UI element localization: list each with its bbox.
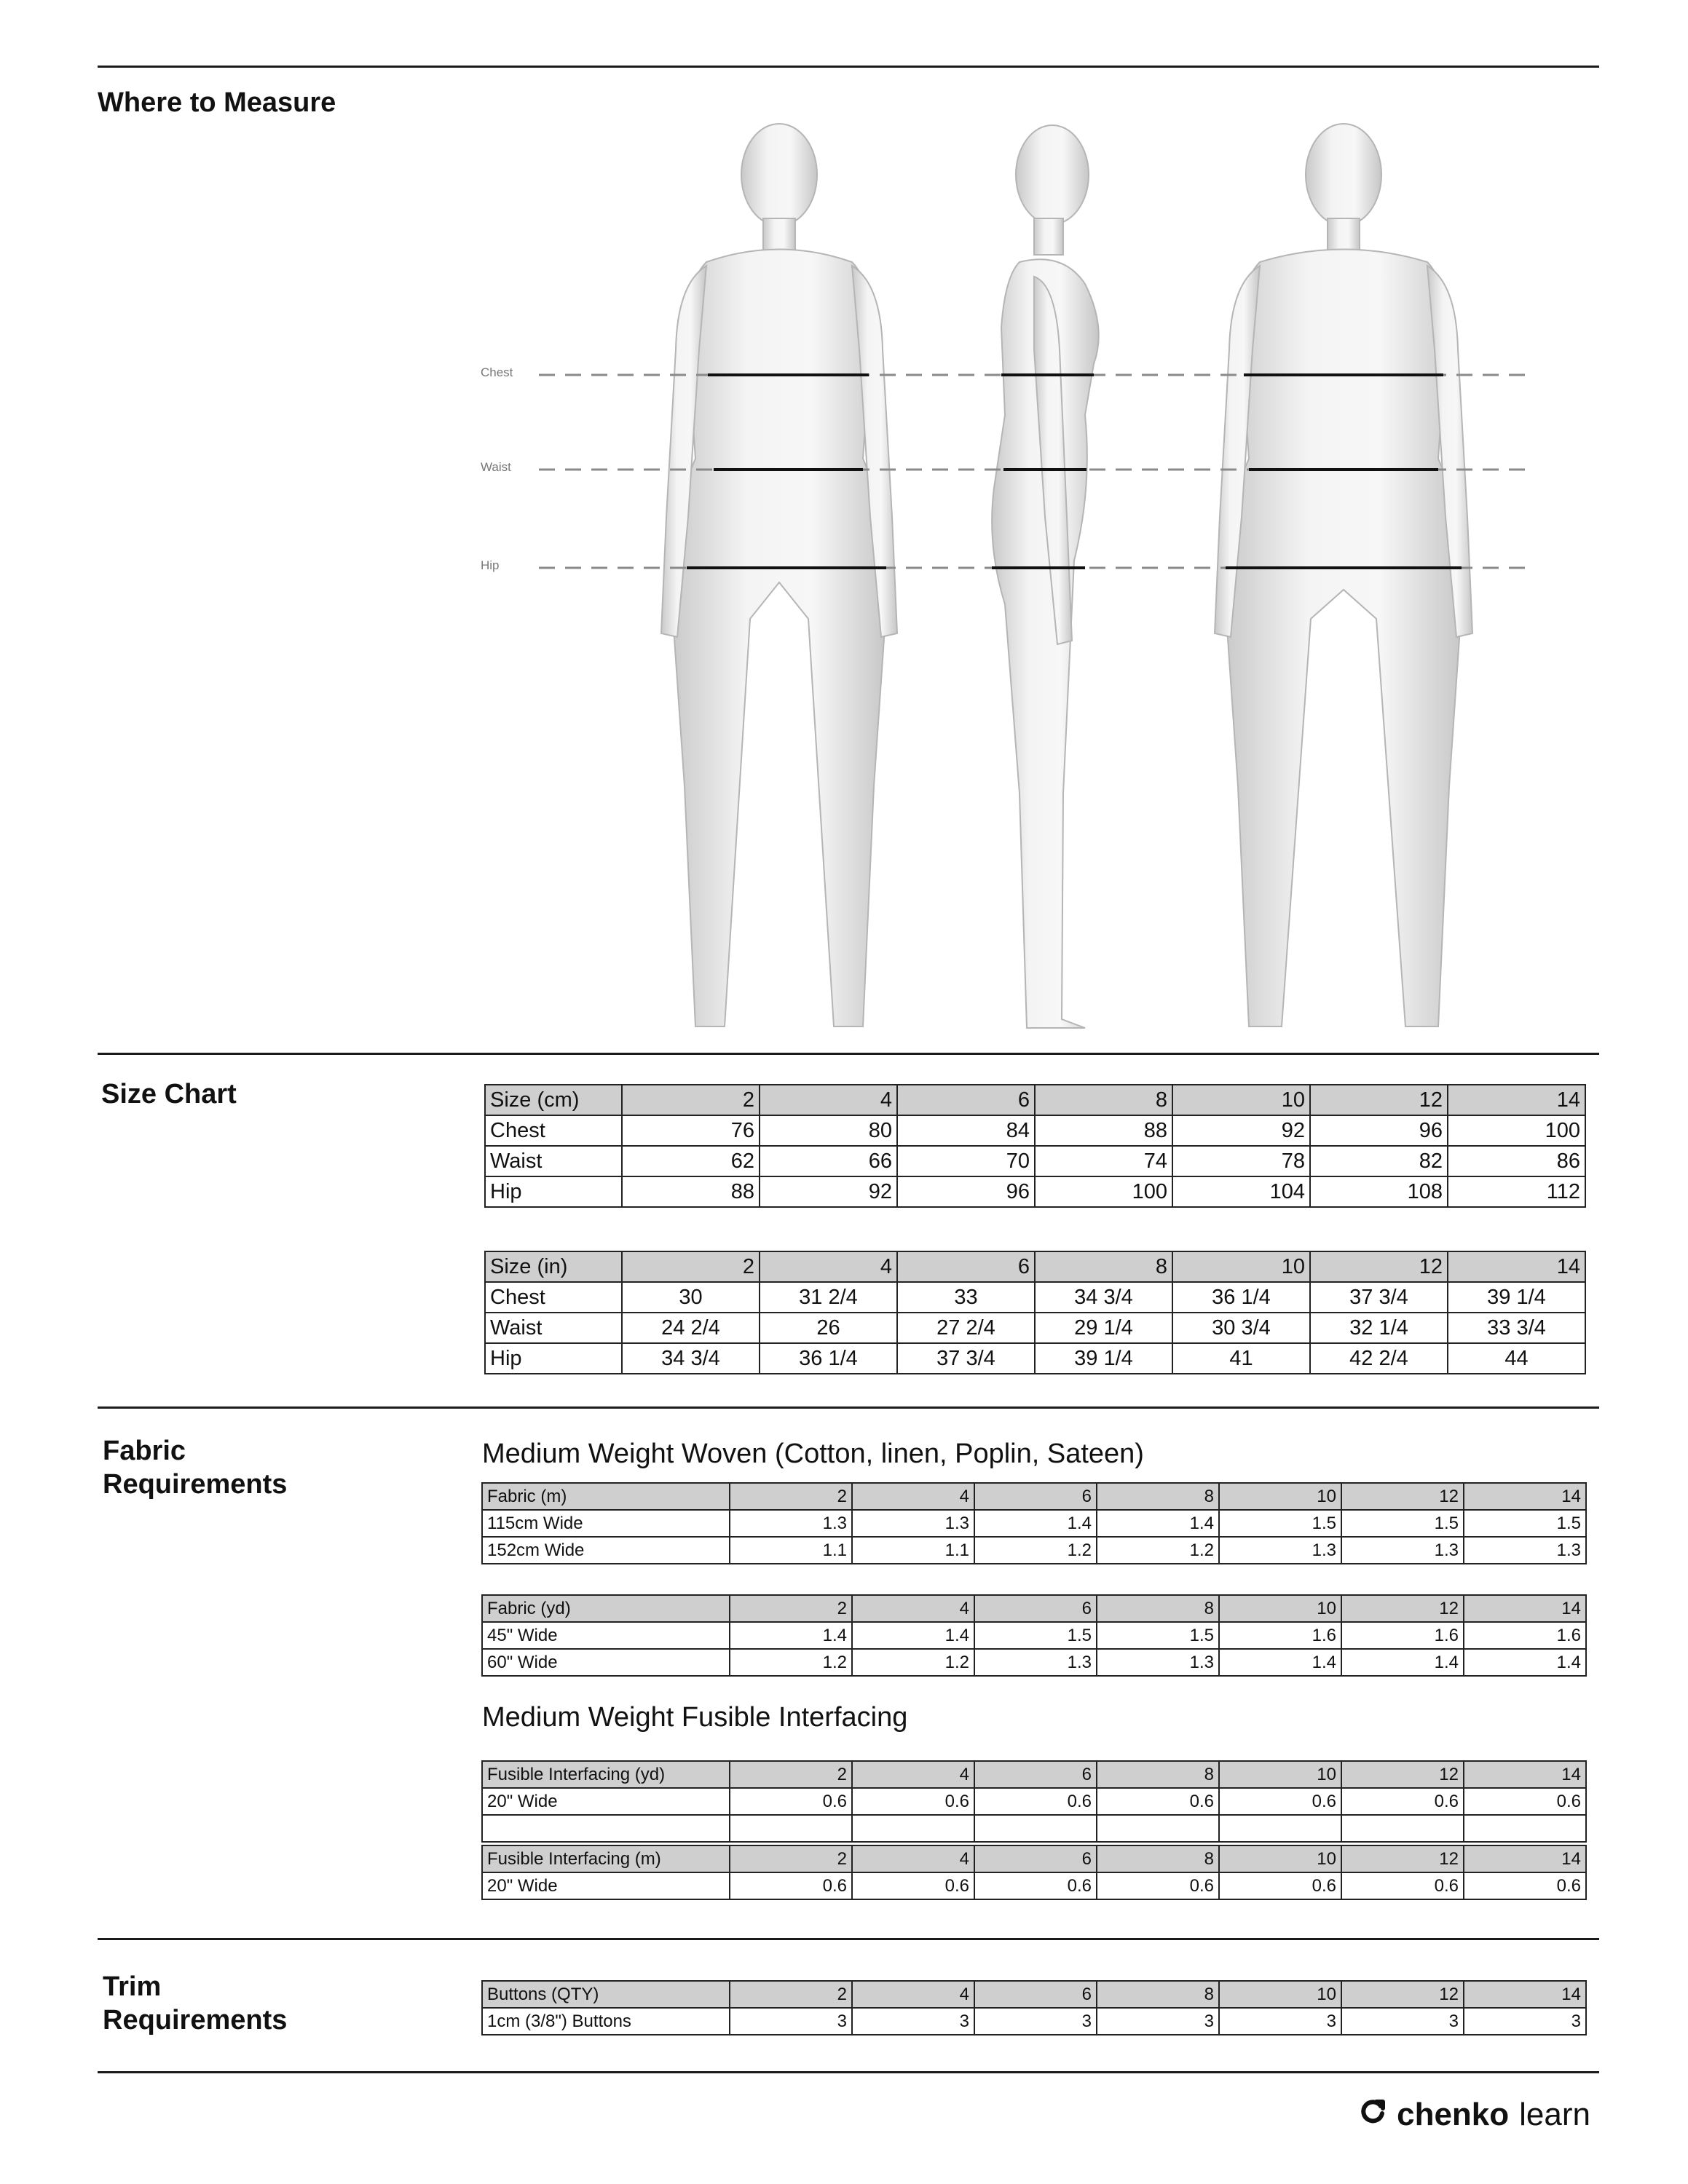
table-header-size: 12: [1341, 1761, 1464, 1788]
table-row: [482, 1537, 1586, 1564]
table-cell: 112: [1448, 1176, 1585, 1207]
table-cell: 3: [1097, 2008, 1219, 2035]
table-row: [485, 1146, 1585, 1176]
table-cell: 92: [1172, 1115, 1310, 1146]
table-cell: 34 3/4: [622, 1343, 760, 1374]
table-cell: 0.6: [1341, 1788, 1464, 1815]
brand-suffix: learn: [1519, 2097, 1590, 2132]
table-cell: 0.6: [974, 1788, 1097, 1815]
table-cell: 0.6: [974, 1872, 1097, 1899]
table-header-size: 14: [1464, 1483, 1586, 1510]
table-header-row: [485, 1085, 1585, 1115]
table-cell: 80: [760, 1115, 897, 1146]
table-header-size: 8: [1097, 1595, 1219, 1622]
table-cell: 26: [760, 1313, 897, 1343]
table-cell: 1.1: [852, 1537, 974, 1564]
table-cell: 1.6: [1219, 1622, 1341, 1649]
front-figure: [661, 124, 897, 1026]
table-cell: 41: [1172, 1343, 1310, 1374]
table-cell: 96: [897, 1176, 1035, 1207]
table-cell: 37 3/4: [1310, 1282, 1448, 1313]
table-header-size: 8: [1035, 1085, 1172, 1115]
table-row-label: 60" Wide: [482, 1649, 730, 1676]
table-cell: 3: [1341, 2008, 1464, 2035]
table-header-size: 10: [1219, 1483, 1341, 1510]
table-header-size: 10: [1219, 1761, 1341, 1788]
fabric-title-line1: Fabric: [103, 1436, 186, 1466]
table-header-size: 10: [1172, 1085, 1310, 1115]
table-cell: 1.5: [1097, 1622, 1219, 1649]
table-cell: 1.4: [1219, 1649, 1341, 1676]
back-figure: [1215, 124, 1472, 1026]
chest-label: Chest: [481, 365, 513, 379]
refresh-loop-icon: [1359, 2097, 1387, 2133]
table-row-label: Chest: [485, 1115, 622, 1146]
table-cell: 31 2/4: [760, 1282, 897, 1313]
rule-size-chart: [98, 1053, 1599, 1055]
size-chart-title: Size Chart: [101, 1079, 237, 1109]
top-rule: [98, 66, 1599, 68]
table-cell: 24 2/4: [622, 1313, 760, 1343]
fusible-yd-table: [481, 1760, 1587, 1843]
table-cell: 37 3/4: [897, 1343, 1035, 1374]
table-header-size: 10: [1219, 1595, 1341, 1622]
table-cell: 1.3: [1097, 1649, 1219, 1676]
table-header-size: 12: [1341, 1483, 1464, 1510]
table-row: [485, 1343, 1585, 1374]
table-cell: 100: [1448, 1115, 1585, 1146]
table-cell: 39 1/4: [1035, 1343, 1172, 1374]
table-header-size: 2: [622, 1251, 760, 1282]
trim-title-line1: Trim: [103, 1971, 162, 2002]
table-row-label: 20" Wide: [482, 1872, 730, 1899]
table-header-size: 4: [760, 1085, 897, 1115]
fabric-m-table: [481, 1482, 1587, 1564]
blank-row: [482, 1815, 1586, 1842]
table-cell: 1.3: [1341, 1537, 1464, 1564]
table-header-row: [482, 1981, 1586, 2008]
waist-label: Waist: [481, 460, 511, 474]
table-header-size: 14: [1448, 1085, 1585, 1115]
table-cell: 84: [897, 1115, 1035, 1146]
fabric-title-line2: Requirements: [103, 1469, 288, 1500]
table-row-label: Waist: [485, 1146, 622, 1176]
table-cell: 42 2/4: [1310, 1343, 1448, 1374]
table-header-size: 4: [852, 1845, 974, 1872]
table-row: [485, 1282, 1585, 1313]
blank-cell: [1464, 1815, 1586, 1842]
table-cell: 1.5: [1341, 1510, 1464, 1537]
table-cell: 3: [1219, 2008, 1341, 2035]
table-cell: 70: [897, 1146, 1035, 1176]
table-cell: 88: [622, 1176, 760, 1207]
table-cell: 29 1/4: [1035, 1313, 1172, 1343]
table-cell: 36 1/4: [1172, 1282, 1310, 1313]
table-cell: 44: [1448, 1343, 1585, 1374]
table-row-label: 1cm (3/8") Buttons: [482, 2008, 730, 2035]
table-row: [482, 1510, 1586, 1537]
table-cell: 0.6: [852, 1872, 974, 1899]
table-cell: 1.3: [852, 1510, 974, 1537]
table-header-size: 4: [852, 1483, 974, 1510]
table-header-label: Fabric (m): [482, 1483, 730, 1510]
trim-requirements-title: [103, 1970, 287, 2037]
table-cell: 92: [760, 1176, 897, 1207]
table-cell: 76: [622, 1115, 760, 1146]
table-cell: 62: [622, 1146, 760, 1176]
table-header-size: 6: [974, 1483, 1097, 1510]
table-cell: 1.5: [1219, 1510, 1341, 1537]
table-row: [482, 1872, 1586, 1899]
table-header-row: [485, 1251, 1585, 1282]
table-cell: 3: [730, 2008, 852, 2035]
table-header-label: Size (in): [485, 1251, 622, 1282]
table-cell: 1.4: [974, 1510, 1097, 1537]
table-row: [482, 1788, 1586, 1815]
table-header-label: Fusible Interfacing (m): [482, 1845, 730, 1872]
table-cell: 1.4: [1341, 1649, 1464, 1676]
table-cell: 1.4: [852, 1622, 974, 1649]
table-header-size: 2: [730, 1845, 852, 1872]
table-cell: 1.3: [974, 1649, 1097, 1676]
table-header-row: [482, 1761, 1586, 1788]
table-header-size: 8: [1097, 1845, 1219, 1872]
table-header-size: 6: [974, 1845, 1097, 1872]
table-cell: 0.6: [852, 1788, 974, 1815]
table-header-size: 8: [1097, 1981, 1219, 2008]
table-cell: 1.3: [1464, 1537, 1586, 1564]
table-row-label: 20" Wide: [482, 1788, 730, 1815]
table-cell: 3: [852, 2008, 974, 2035]
interfacing-heading: Medium Weight Fusible Interfacing: [482, 1702, 908, 1733]
table-row: [482, 1622, 1586, 1649]
table-cell: 30: [622, 1282, 760, 1313]
table-header-size: 6: [897, 1085, 1035, 1115]
side-figure: [992, 125, 1099, 1028]
table-cell: 1.1: [730, 1537, 852, 1564]
blank-cell: [1341, 1815, 1464, 1842]
table-header-size: 2: [622, 1085, 760, 1115]
table-cell: 1.4: [730, 1622, 852, 1649]
table-cell: 33 3/4: [1448, 1313, 1585, 1343]
table-header-size: 4: [760, 1251, 897, 1282]
table-header-size: 14: [1464, 1595, 1586, 1622]
table-header-row: [482, 1595, 1586, 1622]
size-chart-in-table: [484, 1251, 1586, 1374]
table-cell: 100: [1035, 1176, 1172, 1207]
table-cell: 1.2: [1097, 1537, 1219, 1564]
table-header-row: [482, 1845, 1586, 1872]
table-cell: 1.2: [852, 1649, 974, 1676]
blank-cell: [1097, 1815, 1219, 1842]
table-header-label: Size (cm): [485, 1085, 622, 1115]
table-header-size: 2: [730, 1595, 852, 1622]
table-cell: 74: [1035, 1146, 1172, 1176]
where-to-measure-title: Where to Measure: [98, 87, 336, 118]
table-cell: 0.6: [1464, 1788, 1586, 1815]
table-header-size: 2: [730, 1981, 852, 2008]
table-header-label: Buttons (QTY): [482, 1981, 730, 2008]
size-chart-cm-table: [484, 1084, 1586, 1208]
table-cell: 1.5: [1464, 1510, 1586, 1537]
table-row: [485, 1313, 1585, 1343]
table-cell: 3: [1464, 2008, 1586, 2035]
table-cell: 66: [760, 1146, 897, 1176]
table-header-size: 12: [1310, 1251, 1448, 1282]
table-row-label: 115cm Wide: [482, 1510, 730, 1537]
blank-cell: [482, 1815, 730, 1842]
table-header-size: 12: [1341, 1845, 1464, 1872]
table-cell: 1.4: [1097, 1510, 1219, 1537]
fabric-yd-table: [481, 1594, 1587, 1677]
table-row-label: 152cm Wide: [482, 1537, 730, 1564]
table-header-size: 12: [1310, 1085, 1448, 1115]
table-header-size: 4: [852, 1595, 974, 1622]
trim-title-line2: Requirements: [103, 2005, 288, 2035]
table-cell: 0.6: [1341, 1872, 1464, 1899]
brand-logo: [1359, 2097, 1590, 2133]
table-cell: 32 1/4: [1310, 1313, 1448, 1343]
body-figures-svg: [466, 109, 1551, 1048]
table-cell: 86: [1448, 1146, 1585, 1176]
table-cell: 36 1/4: [760, 1343, 897, 1374]
table-cell: 0.6: [1097, 1788, 1219, 1815]
fusible-m-table: [481, 1845, 1587, 1900]
body-measurement-figures: [466, 109, 1551, 1048]
rule-fabric: [98, 1406, 1599, 1409]
table-cell: 1.3: [730, 1510, 852, 1537]
table-header-size: 14: [1464, 1845, 1586, 1872]
woven-fabric-heading: Medium Weight Woven (Cotton, linen, Poplin, Sateen): [482, 1439, 1144, 1469]
table-cell: 1.4: [1464, 1649, 1586, 1676]
table-row-label: Chest: [485, 1282, 622, 1313]
table-cell: 1.3: [1219, 1537, 1341, 1564]
table-cell: 104: [1172, 1176, 1310, 1207]
table-cell: 39 1/4: [1448, 1282, 1585, 1313]
table-cell: 34 3/4: [1035, 1282, 1172, 1313]
table-cell: 0.6: [730, 1788, 852, 1815]
table-header-size: 14: [1464, 1761, 1586, 1788]
table-header-size: 8: [1097, 1483, 1219, 1510]
table-header-size: 12: [1341, 1595, 1464, 1622]
buttons-table: [481, 1980, 1587, 2035]
table-header-size: 14: [1448, 1251, 1585, 1282]
blank-cell: [1219, 1815, 1341, 1842]
table-cell: 1.6: [1341, 1622, 1464, 1649]
blank-cell: [852, 1815, 974, 1842]
table-cell: 1.2: [974, 1537, 1097, 1564]
table-row-label: 45" Wide: [482, 1622, 730, 1649]
table-header-size: 6: [974, 1981, 1097, 2008]
table-cell: 0.6: [730, 1872, 852, 1899]
table-header-size: 4: [852, 1761, 974, 1788]
table-cell: 88: [1035, 1115, 1172, 1146]
table-header-label: Fusible Interfacing (yd): [482, 1761, 730, 1788]
fabric-requirements-title: [103, 1434, 287, 1501]
table-cell: 0.6: [1219, 1788, 1341, 1815]
table-header-size: 10: [1219, 1845, 1341, 1872]
table-header-size: 2: [730, 1761, 852, 1788]
table-row: [485, 1176, 1585, 1207]
table-header-size: 2: [730, 1483, 852, 1510]
table-header-size: 10: [1172, 1251, 1310, 1282]
table-header-size: 8: [1097, 1761, 1219, 1788]
table-row: [485, 1115, 1585, 1146]
hip-label: Hip: [481, 558, 500, 572]
table-row: [482, 2008, 1586, 2035]
rule-trim: [98, 1938, 1599, 1940]
table-header-size: 6: [974, 1595, 1097, 1622]
table-cell: 78: [1172, 1146, 1310, 1176]
table-header-size: 6: [974, 1761, 1097, 1788]
table-cell: 1.6: [1464, 1622, 1586, 1649]
table-cell: 0.6: [1097, 1872, 1219, 1899]
table-header-row: [482, 1483, 1586, 1510]
table-cell: 82: [1310, 1146, 1448, 1176]
table-header-size: 12: [1341, 1981, 1464, 2008]
table-header-size: 10: [1219, 1981, 1341, 2008]
blank-cell: [974, 1815, 1097, 1842]
table-cell: 0.6: [1464, 1872, 1586, 1899]
table-cell: 96: [1310, 1115, 1448, 1146]
table-row: [482, 1649, 1586, 1676]
table-header-size: 14: [1464, 1981, 1586, 2008]
table-header-size: 6: [897, 1251, 1035, 1282]
table-header-size: 8: [1035, 1251, 1172, 1282]
rule-bottom: [98, 2071, 1599, 2073]
table-cell: 30 3/4: [1172, 1313, 1310, 1343]
table-cell: 27 2/4: [897, 1313, 1035, 1343]
table-cell: 0.6: [1219, 1872, 1341, 1899]
table-row-label: Hip: [485, 1343, 622, 1374]
table-header-size: 4: [852, 1981, 974, 2008]
table-cell: 3: [974, 2008, 1097, 2035]
table-cell: 1.2: [730, 1649, 852, 1676]
table-row-label: Hip: [485, 1176, 622, 1207]
table-cell: 1.5: [974, 1622, 1097, 1649]
table-row-label: Waist: [485, 1313, 622, 1343]
table-cell: 108: [1310, 1176, 1448, 1207]
table-cell: 33: [897, 1282, 1035, 1313]
brand-name: chenko: [1397, 2097, 1510, 2132]
table-header-label: Fabric (yd): [482, 1595, 730, 1622]
blank-cell: [730, 1815, 852, 1842]
